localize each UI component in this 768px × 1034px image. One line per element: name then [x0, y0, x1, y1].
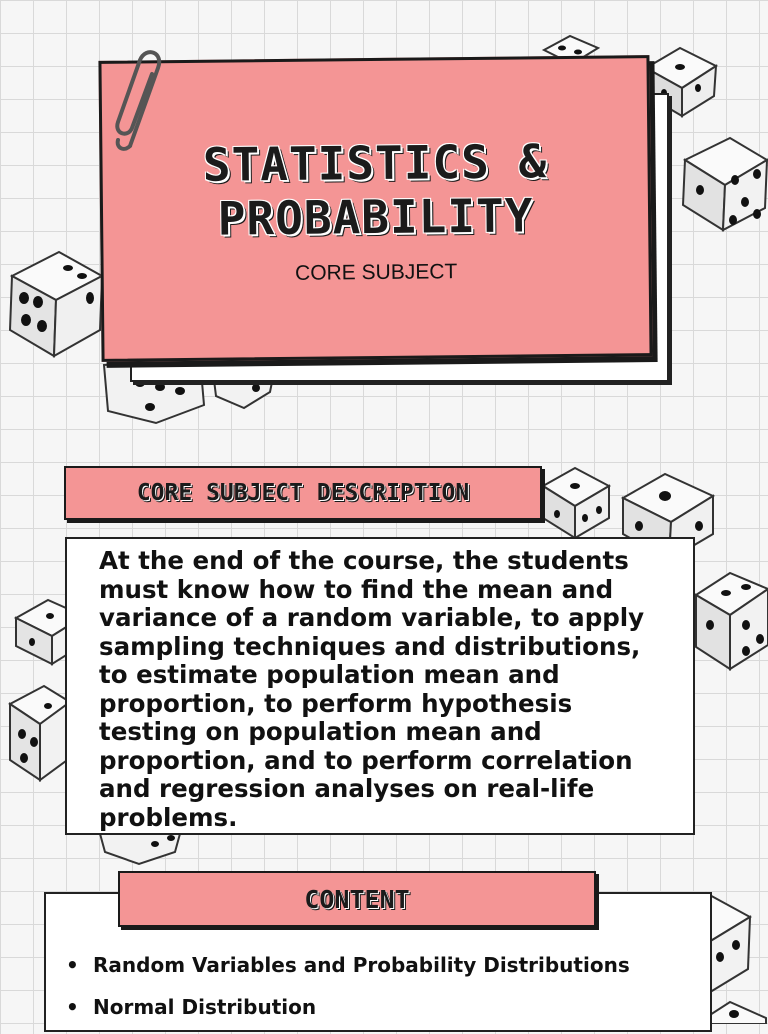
- title-card: [98, 55, 652, 362]
- page-title: [102, 133, 648, 247]
- title-line-1: STATISTICS &: [202, 134, 548, 192]
- list-item: • Random Variables and Probability Distributions: [66, 950, 630, 992]
- list-item: • Normal Distribution: [66, 992, 630, 1034]
- dice-icon: [675, 130, 768, 240]
- content-list: [66, 950, 630, 1034]
- subtitle: CORE SUBJECT: [294, 260, 458, 285]
- dice-icon: [535, 462, 615, 542]
- dice-icon: [4, 680, 74, 785]
- paperclip-icon: [112, 46, 174, 156]
- dice-icon: [4, 238, 109, 363]
- description-text: At the end of the course, the students must know how to find the mean and variance of a random variable, to apply sampling techniques and distributions, to estimate population mean and proportion, to perform hypothesis testing on population mean and proportion, and to perform correlation and regression analyses on real-life problems.: [65, 537, 695, 835]
- title-line-2: PROBABILITY: [217, 188, 534, 246]
- dice-icon: [690, 565, 768, 675]
- content-label: CONTENT: [118, 871, 596, 927]
- description-label: CORE SUBJECT DESCRIPTION: [64, 466, 542, 520]
